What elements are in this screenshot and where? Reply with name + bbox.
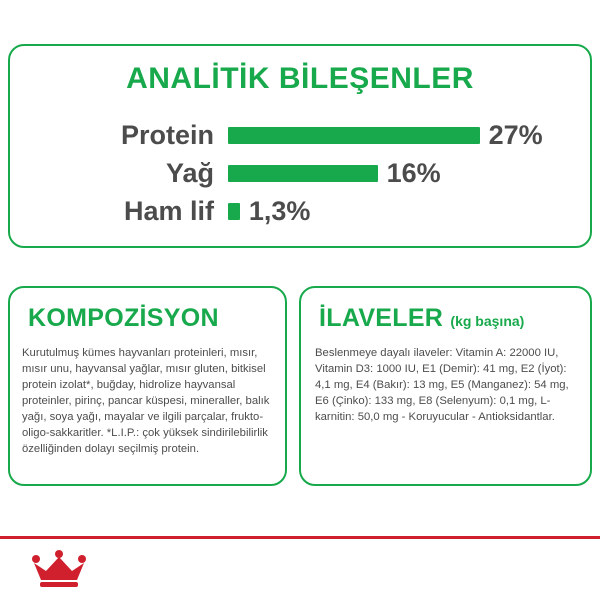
composition-body: Kurutulmuş kümes hayvanları proteinleri, mısır, mısır unu, hayvansal yağlar, mısır gluten, bitkisel protein izolat*, buğday, hidrolize hayvansal proteinler, pirinç, pancar küspesi, mineraller, balık yağı, soya yağı, mayalar ve ilgili parçalar, frukto-oligo-sakkaritler. *L.I.P.: çok yüksek sindirilebilirlik özelliğinden dolayı seçilmiş protein. bbox=[22, 347, 270, 456]
additives-title bbox=[319, 304, 524, 333]
footer-divider bbox=[0, 536, 600, 539]
nutrient-bar-chart bbox=[32, 118, 568, 232]
bar-row bbox=[32, 156, 568, 190]
bar-fill bbox=[228, 127, 480, 144]
bar-row bbox=[32, 194, 568, 228]
analytical-components-panel bbox=[8, 44, 592, 248]
bar-fill bbox=[228, 165, 378, 182]
bar-value: 27% bbox=[488, 119, 543, 150]
bar-row bbox=[32, 118, 568, 152]
additives-panel bbox=[299, 286, 592, 486]
bar-track bbox=[228, 120, 568, 151]
bar-label: Yağ bbox=[165, 157, 214, 188]
bar-value: 16% bbox=[386, 157, 441, 188]
bar-fill bbox=[228, 203, 240, 220]
bar-label: Ham lif bbox=[123, 195, 214, 226]
royal-crown-logo-icon bbox=[28, 550, 90, 590]
bar-value: 1,3% bbox=[248, 195, 311, 226]
composition-panel bbox=[8, 286, 287, 486]
additives-body: Beslenmeye dayalı ilaveler: Vitamin A: 22000 IU, Vitamin D3: 1000 IU, E1 (Demir): 41 mg, E2 (İyot): 4,1 mg, E4 (Bakır): 13 mg, E5 (Manganez): 54 mg, E6 (Çinko): 133 mg, E8 (Selenyum): 0,1 mg, L-karnitin: 50,0 mg - Koruyucular - Antioksidantlar. bbox=[315, 347, 569, 424]
additives-title-main: İLAVELER bbox=[319, 304, 444, 332]
analytical-components-title: ANALİTİK BİLEŞENLER bbox=[126, 62, 474, 95]
bar-track bbox=[228, 196, 568, 227]
bar-track bbox=[228, 158, 568, 189]
composition-title: KOMPOZİSYON bbox=[28, 304, 219, 332]
bar-label: Protein bbox=[120, 119, 214, 150]
additives-title-suffix: (kg başına) bbox=[450, 313, 525, 329]
